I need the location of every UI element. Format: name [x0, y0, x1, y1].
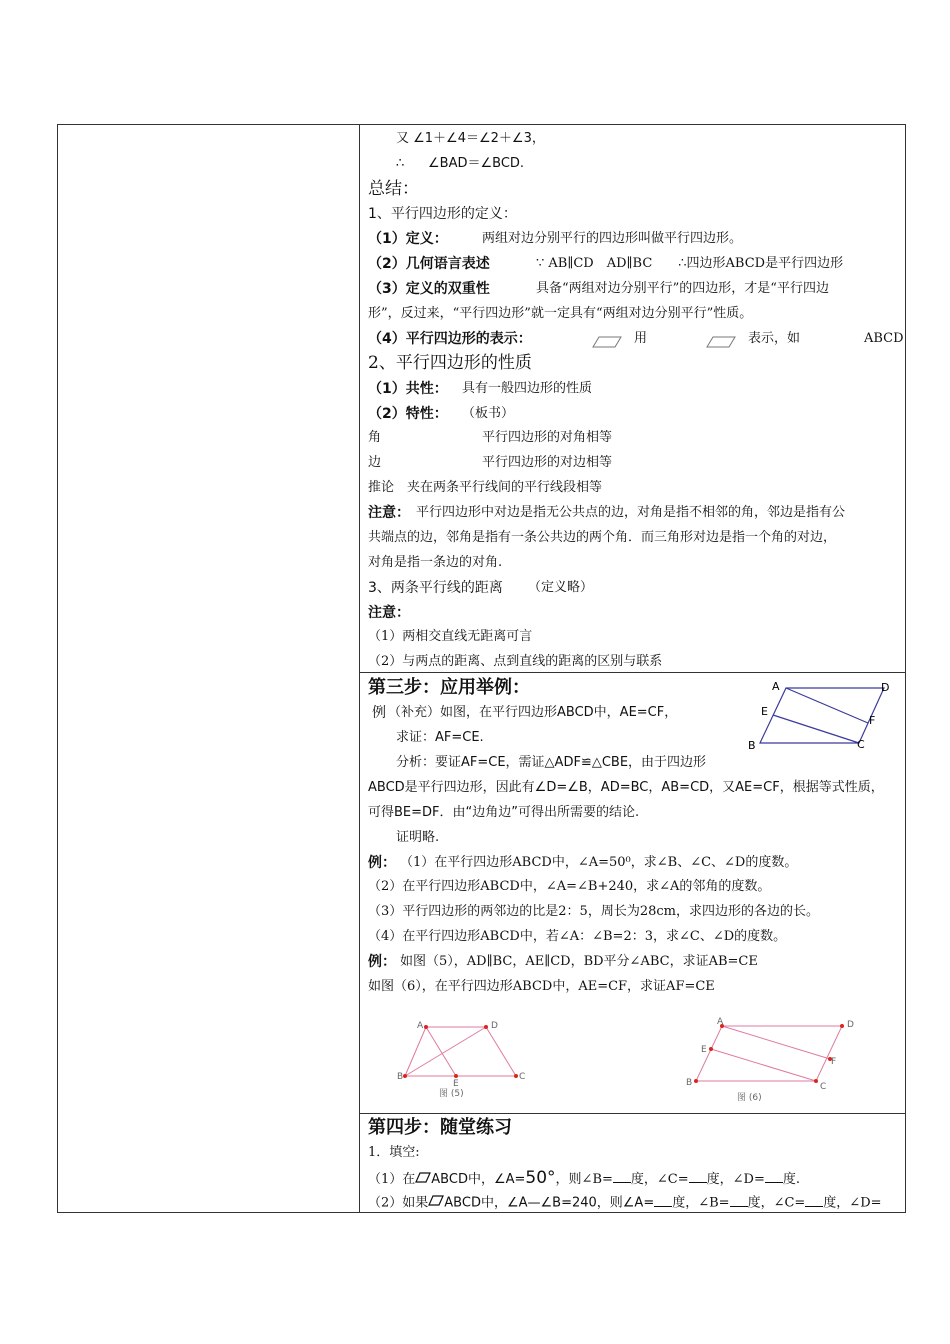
- note2-label: 注意：: [368, 605, 410, 621]
- exercise-1-part-a: （1）在: [368, 1172, 416, 1187]
- exercise-2-part-d: 度，∠C=: [747, 1195, 806, 1211]
- note-text-b: 共端点的边，邻角是指有一条公共边的两个角．而三角形对边是指一个角的对边，: [368, 530, 837, 545]
- fig6-label-f: F: [831, 1057, 837, 1067]
- answer-blank[interactable]: [730, 1194, 748, 1207]
- exercise-1-part-b: ABCD中，∠A=: [431, 1172, 526, 1187]
- proof-line-2-prefix: ∴: [396, 156, 405, 171]
- summary-section-2: 2、平行四边形的性质: [368, 353, 532, 373]
- exercise-2-part-c: 度，∠B=: [672, 1195, 730, 1211]
- note-text-a: 平行四边形中对边是指无公共点的边，对角是指不相邻的角，邻边是指有公: [416, 505, 846, 520]
- proof-line-2: ∠BAD＝∠BCD.: [428, 156, 525, 171]
- exercise-1-angle-value: 50°: [525, 1168, 556, 1188]
- fig-main-label-a: A: [772, 680, 780, 693]
- question-3: （3）平行四边形的两邻边的比是2：5，周长为28cm，求四边形的各边的长。: [368, 904, 819, 919]
- question-1: （1）在平行四边形ABCD中，∠A=50⁰，求∠B、∠C、∠D的度数。: [400, 855, 798, 870]
- fig5-label-e: E: [453, 1079, 459, 1089]
- summary-title: 总结：: [368, 179, 419, 199]
- note-text-c: 对角是指一条边的对角.: [368, 555, 503, 570]
- note2-item-2: （2）与两点的距离、点到直线的距离的区别与联系: [368, 654, 663, 669]
- example-text: （补充）如图，在平行四边形ABCD中，AE=CF，: [388, 705, 678, 720]
- specialty-text: （板书）: [462, 406, 515, 421]
- notation-label: （4）平行四边形的表示：: [368, 331, 532, 347]
- figure-6: [680, 1014, 860, 1106]
- answer-blank[interactable]: [765, 1170, 783, 1183]
- notation-repr: 表示，如: [748, 331, 801, 346]
- row-divider-step4: [359, 1113, 905, 1114]
- proof-omitted: 证明略.: [396, 830, 440, 845]
- fig5-label-c: C: [519, 1072, 526, 1082]
- fig-main-label-c: C: [857, 738, 865, 751]
- answer-blank[interactable]: [613, 1170, 631, 1183]
- summary-section-1: 1、平行四边形的定义：: [368, 206, 517, 222]
- fig6-label-c: C: [820, 1082, 827, 1092]
- exercise-1: [368, 1168, 800, 1190]
- commonality-text: 具有一般四边形的性质: [462, 381, 593, 396]
- exercise-2-part-a: （2）如果: [368, 1195, 429, 1211]
- fig-main-label-d: D: [881, 681, 890, 694]
- step4-title: 第四步：随堂练习: [368, 1117, 512, 1138]
- duality-text-b: 形”，反过来，“平行四边形”就一定具有“两组对边分别平行”性质。: [368, 306, 753, 321]
- exercise-1-part-d: 度，∠C=: [630, 1172, 689, 1187]
- analysis-text-a: 分析：要证AF=CE，需证△ADF≌△CBE，由于四边形: [396, 755, 707, 770]
- commonality-label: （1）共性：: [368, 381, 448, 397]
- exercise-1-part-c: ，则∠B=: [555, 1172, 613, 1187]
- fig5-label-b: B: [397, 1072, 404, 1082]
- question-4: （4）在平行四边形ABCD中，若∠A：∠B=2：3，求∠C、∠D的度数。: [368, 929, 787, 944]
- side-text: 平行四边形的对边相等: [482, 455, 613, 470]
- example-prove: 求证：AF=CE.: [396, 730, 484, 745]
- analysis-text-c: 可得BE=DF．由“边角边”可得出所需要的结论.: [368, 805, 640, 820]
- fig-main-label-f: F: [869, 714, 876, 727]
- fig5-label-a: A: [417, 1021, 424, 1031]
- answer-blank[interactable]: [689, 1170, 707, 1183]
- specialty-label: （2）特性：: [368, 406, 448, 422]
- fig5-label-d: D: [491, 1021, 498, 1031]
- corollary-text: 推论 夹在两条平行线间的平行线段相等: [368, 480, 603, 495]
- side-label: 边: [368, 455, 382, 470]
- parallelogram-symbol-icon-4: [428, 1193, 444, 1213]
- exercise-1-part-f: 度.: [782, 1172, 800, 1187]
- fig6-label-e: E: [701, 1045, 707, 1055]
- definition-text: 两组对边分别平行的四边形叫做平行四边形。: [482, 231, 743, 246]
- summary-section-3: 3、两条平行线的距离: [368, 580, 503, 596]
- fig6-label-d: D: [847, 1020, 854, 1030]
- angle-text: 平行四边形的对角相等: [482, 430, 613, 445]
- summary-section-3-note: （定义略）: [528, 580, 594, 595]
- fig6-label-b: B: [686, 1078, 693, 1088]
- angle-label: 角: [368, 430, 382, 445]
- example2-label: 例：: [368, 855, 396, 871]
- step3-title: 第三步：应用举例：: [368, 677, 530, 698]
- notation-abcd: ABCD: [864, 331, 904, 346]
- definition-label: （1）定义：: [368, 231, 448, 247]
- parallelogram-symbol-icon-3: [415, 1170, 431, 1190]
- duality-label: （3）定义的双重性: [368, 281, 490, 297]
- fill-in-label: 1．填空:: [368, 1145, 420, 1160]
- example-label: 例: [372, 705, 386, 721]
- answer-blank[interactable]: [805, 1194, 823, 1207]
- exercise-2-part-e: 度，∠D=: [823, 1195, 882, 1211]
- question-2: （2）在平行四边形ABCD中，∠A=∠B+240，求∠A的邻角的度数。: [368, 879, 771, 894]
- note2-item-1: （1）两相交直线无距离可言: [368, 629, 533, 644]
- analysis-text-b: ABCD是平行四边形，因此有∠D=∠B，AD=BC，AB=CD，又AE=CF，根据等式性质，: [368, 780, 884, 795]
- exercise-2: [368, 1193, 882, 1214]
- parallelogram-figure: [744, 678, 904, 754]
- proof-line-1: 又 ∠1＋∠4＝∠2＋∠3，: [396, 131, 545, 146]
- exercise-1-part-e: 度，∠D=: [706, 1172, 765, 1187]
- example3-label: 例：: [368, 954, 396, 970]
- exercise-2-part-b: ABCD中，∠A—∠B=240，则∠A=: [444, 1195, 655, 1211]
- duality-text-a: 具备“两组对边分别平行”的四边形，才是“平行四边: [536, 281, 829, 296]
- geometry-statement-label: （2）几何语言表述: [368, 256, 490, 272]
- geometry-statement-text: ∵ AB∥CD AD∥BC ∴四边形ABCD是平行四边形: [536, 256, 844, 271]
- parallelogram-symbol-icon: [592, 333, 622, 352]
- example4-text: 如图（6），在平行四边形ABCD中，AE=CF，求证AF=CE: [368, 979, 715, 994]
- fig6-label-a: A: [717, 1017, 724, 1027]
- fig-main-label-b: B: [748, 739, 756, 752]
- column-divider: [359, 125, 360, 1212]
- answer-blank[interactable]: [654, 1194, 672, 1207]
- figure-5: [392, 1014, 532, 1104]
- example3-text: 如图（5），AD∥BC，AE∥CD，BD平分∠ABC，求证AB=CE: [400, 954, 758, 969]
- fig-main-label-e: E: [761, 705, 768, 718]
- fig6-caption: 图 (6): [737, 1093, 762, 1103]
- note-label: 注意：: [368, 505, 410, 521]
- row-divider-step3: [359, 672, 905, 673]
- parallelogram-symbol-icon-2: [706, 333, 736, 352]
- fig5-caption: 图 (5): [439, 1089, 464, 1099]
- notation-use: 用: [634, 331, 648, 346]
